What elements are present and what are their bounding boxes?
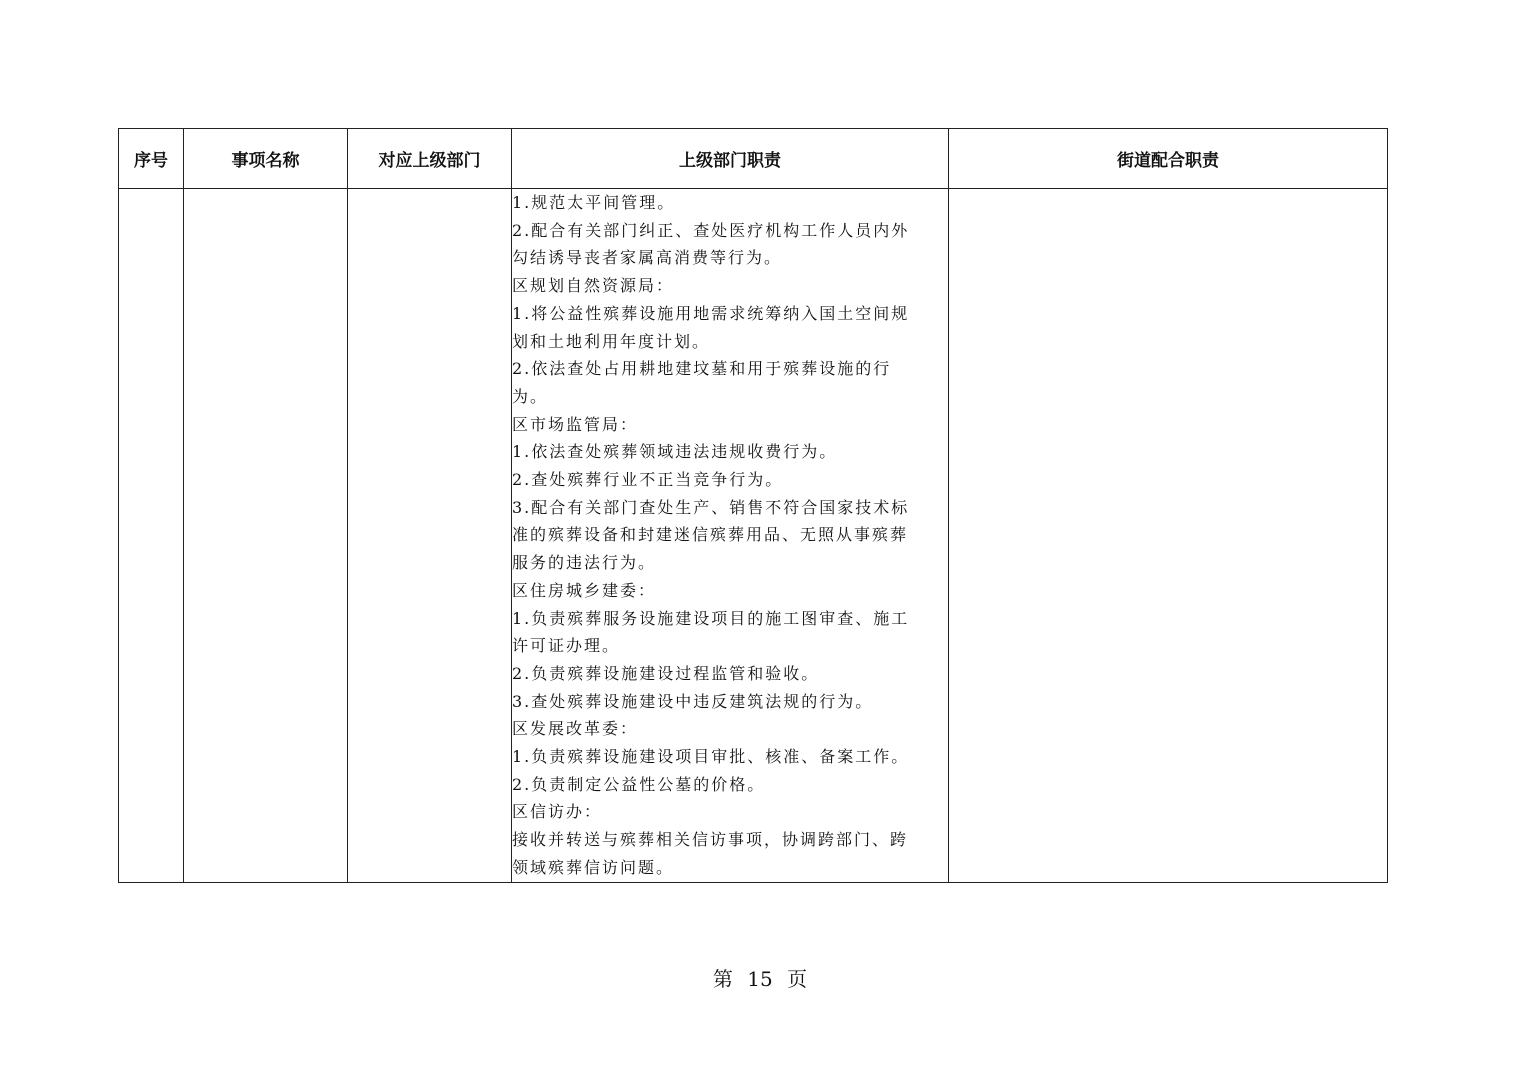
duty-line: 1.规范太平间管理。 (512, 193, 676, 212)
header-superior-duties: 上级部门职责 (512, 129, 949, 189)
duty-line: 2.配合有关部门纠正、查处医疗机构工作人员内外 (512, 220, 910, 240)
duty-line: 划和土地利用年度计划。 (512, 331, 711, 351)
duty-line: 3.配合有关部门查处生产、销售不符合国家技术标 (512, 497, 910, 517)
duty-line: 许可证办理。 (512, 636, 621, 656)
table-header-row (119, 129, 1388, 189)
duty-line: 接收并转送与殡葬相关信访事项，协调跨部门、跨 (512, 830, 909, 850)
duty-line: 1.负责殡葬设施建设项目审批、核准、备案工作。 (512, 747, 910, 767)
cell-superior-duties (512, 189, 949, 883)
duty-line: 3.查处殡葬设施建设中违反建筑法规的行为。 (512, 691, 874, 711)
duty-line: 服务的违法行为。 (512, 553, 657, 573)
header-superior-department: 对应上级部门 (348, 129, 512, 189)
department-heading: 区住房城乡建委： (512, 580, 657, 600)
header-street-duties: 街道配合职责 (949, 129, 1388, 189)
page-number: 第 15 页 (712, 967, 808, 991)
cell-street-duties (949, 189, 1388, 883)
duty-line: 领域殡葬信访问题。 (512, 857, 675, 877)
header-item-name: 事项名称 (184, 129, 348, 189)
duty-line: 为。 (512, 386, 549, 406)
cell-superior-department (348, 189, 512, 883)
duty-line: 2.依法查处占用耕地建坟墓和用于殡葬设施的行 (512, 359, 892, 379)
duty-line: 1.将公益性殡葬设施用地需求统筹纳入国土空间规 (512, 303, 910, 323)
department-heading: 区规划自然资源局： (512, 276, 675, 296)
cell-item-name (184, 189, 348, 883)
duties-table (118, 128, 1388, 883)
duty-line: 准的殡葬设备和封建迷信殡葬用品、无照从事殡葬 (512, 525, 909, 545)
department-heading: 区发展改革委： (512, 719, 639, 739)
cell-serial-number (119, 189, 184, 883)
department-heading: 区信访办： (512, 802, 603, 822)
duty-line: 2.查处殡葬行业不正当竞争行为。 (512, 470, 784, 490)
duty-line: 2.负责制定公益性公墓的价格。 (512, 774, 766, 794)
header-serial-number: 序号 (119, 129, 184, 189)
duty-line: 2.负责殡葬设施建设过程监管和验收。 (512, 663, 820, 683)
duty-line: 1.负责殡葬服务设施建设项目的施工图审查、施工 (512, 608, 910, 628)
duty-line: 1.依法查处殡葬领域违法违规收费行为。 (512, 442, 838, 462)
duty-line: 勾结诱导丧者家属高消费等行为。 (512, 248, 783, 268)
department-heading: 区市场监管局： (512, 414, 639, 434)
table-row (119, 189, 1388, 883)
